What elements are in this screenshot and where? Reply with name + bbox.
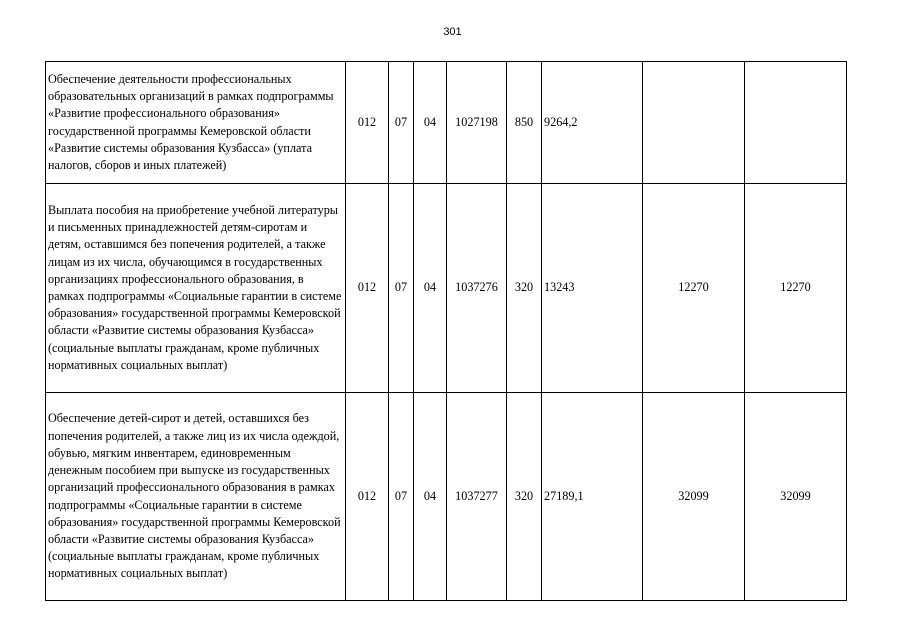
table-row <box>46 62 847 184</box>
target-article-code: 1037277 <box>447 393 507 601</box>
target-article-code: 1027198 <box>447 62 507 184</box>
page-number: 301 <box>443 26 462 38</box>
amount-year-3: 12270 <box>745 184 847 393</box>
amount-year-2: 32099 <box>643 393 745 601</box>
ministry-code: 012 <box>346 62 389 184</box>
ministry-code: 012 <box>346 393 389 601</box>
row-description: Выплата пособия на приобретение учебной литературы и письменных принадлежностей детям-сиротам и детям, оставшимся без попечения родителей, а также лицам из их числа, обучающимся в государственных организациях профессионального образования, в рамках подпрограммы «Социальные гарантии в системе образования» государственной программы Кемеровской области «Развитие системы образования Кузбасса» (социальные выплаты гражданам, кроме публичных нормативных социальных выплат) <box>46 184 346 393</box>
section-code: 07 <box>389 184 414 393</box>
amount-year-1: 9264,2 <box>542 62 643 184</box>
subsection-code: 04 <box>414 184 447 393</box>
section-code: 07 <box>389 393 414 601</box>
budget-table <box>45 61 847 601</box>
table-row <box>46 393 847 601</box>
amount-year-2 <box>643 62 745 184</box>
subsection-code: 04 <box>414 393 447 601</box>
amount-year-2: 12270 <box>643 184 745 393</box>
subsection-code: 04 <box>414 62 447 184</box>
expense-type-code: 320 <box>507 393 542 601</box>
row-description: Обеспечение детей-сирот и детей, оставшихся без попечения родителей, а также лиц из их числа одеждой, обувью, мягким инвентарем, единовременным денежным пособием при выпуске из государственных организаций профессионального образования в рамках подпрограммы «Социальные гарантии в системе образования» государственной программы Кемеровской области «Развитие системы образования Кузбасса» (социальные выплаты гражданам, кроме публичных нормативных социальных выплат) <box>46 393 346 601</box>
amount-year-3: 32099 <box>745 393 847 601</box>
amount-year-1: 13243 <box>542 184 643 393</box>
table-row <box>46 184 847 393</box>
target-article-code: 1037276 <box>447 184 507 393</box>
row-description: Обеспечение деятельности профессиональных образовательных организаций в рамках подпрограммы «Развитие профессионального образования» государственной программы Кемеровской области «Развитие системы образования Кузбасса» (уплата налогов, сборов и иных платежей) <box>46 62 346 184</box>
amount-year-3 <box>745 62 847 184</box>
amount-year-1: 27189,1 <box>542 393 643 601</box>
section-code: 07 <box>389 62 414 184</box>
ministry-code: 012 <box>346 184 389 393</box>
expense-type-code: 850 <box>507 62 542 184</box>
expense-type-code: 320 <box>507 184 542 393</box>
